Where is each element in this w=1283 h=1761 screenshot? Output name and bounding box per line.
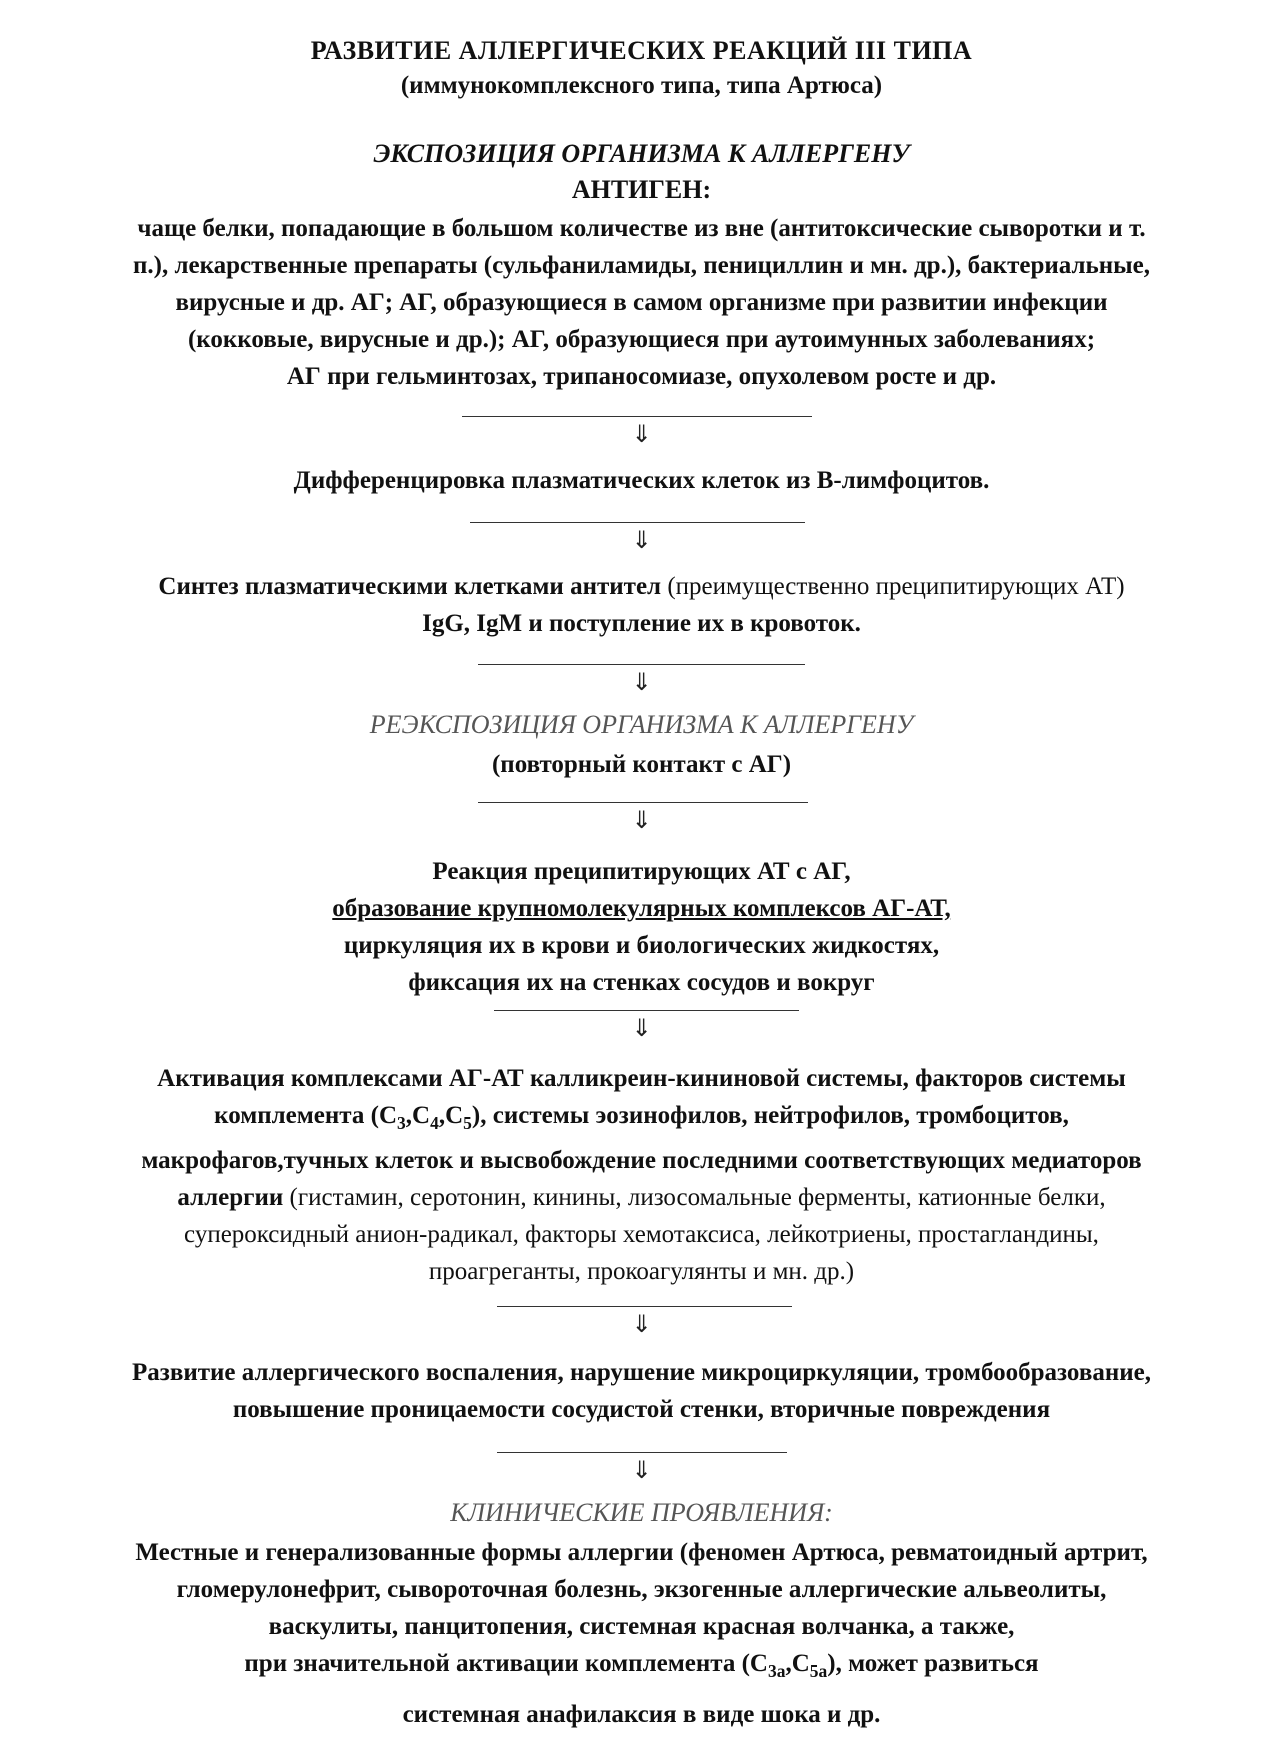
flow-connector — [0, 416, 1283, 466]
step-plasma-cell-differentiation: Дифференцировка плазматических клеток из В-лимфоцитов. — [293, 467, 990, 494]
step2-bold-text: Синтез плазматическими клетками антител — [158, 573, 662, 600]
flow-connector — [0, 664, 1283, 714]
step4-line: макрофагов,тучных клеток и высвобождение последними соответствующих медиаторов — [141, 1147, 1142, 1174]
flow-connector — [0, 522, 1283, 572]
clinical-line: Местные и генерализованные формы аллергии (феномен Артюса, ревматоидный артрит, — [135, 1539, 1148, 1566]
connector-line — [462, 416, 812, 417]
step-allergic-inflammation — [0, 1354, 1283, 1428]
down-arrow-icon: ⇓ — [631, 526, 652, 554]
antigen-line: АГ при гельминтозах, трипаносомиазе, опухолевом росте и др. — [286, 363, 997, 390]
step5-line: Развитие аллергического воспаления, нарушение микроциркуляции, тромбообразование, — [132, 1359, 1151, 1386]
connector-line — [470, 522, 805, 523]
clinical-line-complement: при значительной активации комплемента $(С_{3а},С_{5а})$, может развиться — [244, 1650, 1039, 1681]
connector-line — [478, 664, 805, 665]
antigen-line: чаще белки, попадающие в большом количестве из вне (антитоксические сыворотки и т. — [137, 215, 1146, 242]
step4-line-mixed: аллергии (гистамин, серотонин, кинины, лизосомальные ферменты, катионные белки, — [177, 1184, 1106, 1211]
down-arrow-icon: ⇓ — [631, 668, 652, 696]
step4-line: проагреганты, прокоагулянты и мн. др.) — [428, 1258, 855, 1285]
down-arrow-icon: ⇓ — [631, 1310, 652, 1338]
down-arrow-icon: ⇓ — [631, 420, 652, 448]
antigen-description — [0, 210, 1283, 395]
step3-line: фиксация их на стенках сосудов и вокруг — [408, 969, 875, 996]
clinical-line: гломерулонефрит, сывороточная болезнь, экзогенные аллергические альвеолиты, — [176, 1576, 1107, 1603]
connector-line — [478, 802, 808, 803]
antigen-line: (кокковые, вирусные и др.); АГ, образующиеся при аутоимунных заболеваниях; — [187, 326, 1096, 353]
clinical-manifestations — [0, 1534, 1283, 1733]
step-antibody-synthesis — [0, 568, 1283, 642]
step3-line: циркуляция их в крови и биологических жидкостях, — [343, 932, 940, 959]
step2-line2: IgG, IgM и поступление их в кровоток. — [422, 610, 861, 637]
step5-line: повышение проницаемости сосудистой стенки, вторичные повреждения — [232, 1396, 1051, 1423]
step-immune-complex-formation — [0, 853, 1283, 1001]
antigen-line: п.), лекарственные препараты (сульфаниламиды, пенициллин и мн. др.), бактериальные, — [132, 252, 1150, 279]
connector-line — [497, 1306, 792, 1307]
down-arrow-icon: ⇓ — [631, 806, 652, 834]
flow-connector — [0, 802, 1283, 852]
step4-line-complement: комплемента $(С_3,С_4,С_5)$, системы эозинофилов, нейтрофилов, тромбоцитов, — [214, 1102, 1069, 1133]
page-subtitle: (иммунокомплексного типа, типа Артюса) — [400, 72, 883, 99]
clinical-line: васкулиты, панцитопения, системная красная волчанка, а также, — [268, 1613, 1015, 1640]
reexposure-subtitle: (повторный контакт с АГ) — [491, 751, 792, 778]
flow-connector — [0, 1010, 1283, 1060]
page-title: РАЗВИТИЕ АЛЛЕРГИЧЕСКИХ РЕАКЦИЙ III ТИПА — [310, 36, 973, 65]
connector-line — [497, 1452, 787, 1453]
step4-line: супероксидный анион-радикал, факторы хемотаксиса, лейкотриены, простагландины, — [184, 1221, 1099, 1248]
flow-connector — [0, 1452, 1283, 1502]
step3-line: Реакция преципитирующих АТ с АГ, — [432, 858, 851, 885]
down-arrow-icon: ⇓ — [631, 1456, 652, 1484]
flow-connector — [0, 1306, 1283, 1356]
connector-line — [494, 1010, 799, 1011]
down-arrow-icon: ⇓ — [631, 1014, 652, 1042]
step4-line: Активация комплексами АГ-АТ калликреин-кининовой системы, факторов системы — [157, 1065, 1126, 1092]
antigen-heading: АНТИГЕН: — [571, 175, 712, 204]
reexposure-heading: РЕЭКСПОЗИЦИЯ ОРГАНИЗМА К АЛЛЕРГЕНУ — [369, 710, 914, 739]
clinical-line: системная анафилаксия в виде шока и др. — [402, 1701, 881, 1728]
step3-line-underlined: образование крупномолекулярных комплексов АГ-АТ, — [332, 895, 951, 922]
step-mediator-activation — [0, 1060, 1283, 1290]
clinical-heading: КЛИНИЧЕСКИЕ ПРОЯВЛЕНИЯ: — [450, 1498, 833, 1527]
exposure-heading: ЭКСПОЗИЦИЯ ОРГАНИЗМА К АЛЛЕРГЕНУ — [373, 139, 910, 168]
antigen-line: вирусные и др. АГ; АГ, образующиеся в самом организме при развитии инфекции — [175, 289, 1108, 316]
step2-normal-text: (преимущественно преципитирующих АТ) — [667, 573, 1125, 600]
